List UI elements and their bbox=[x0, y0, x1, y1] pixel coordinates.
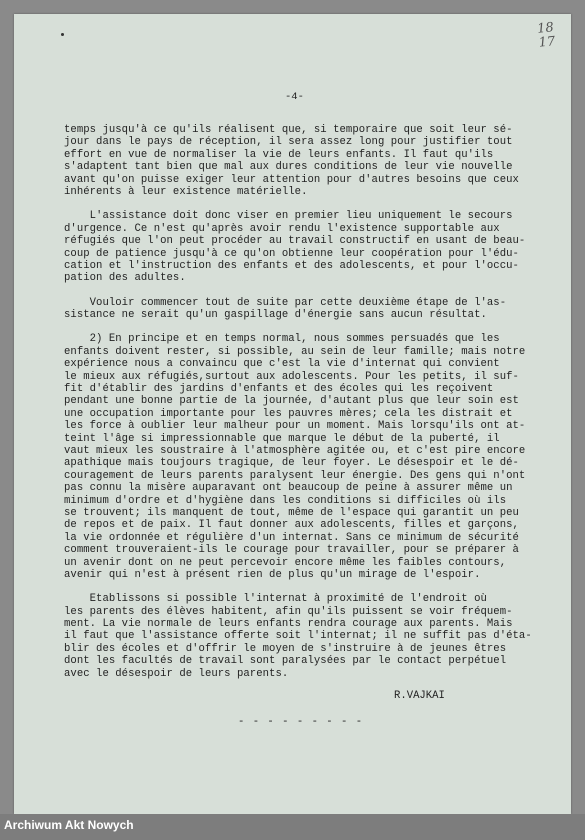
text-line: effort en vue de normaliser la vie de leurs enfants. Il faut qu'ils bbox=[64, 148, 494, 161]
text-line: s'adaptent tant bien que mal aux dures conditions de leur vie nouvelle bbox=[64, 161, 513, 174]
stray-ink-mark bbox=[61, 33, 64, 36]
text-line: avant qu'on puisse exiger leur attention pour d'autres besoins que ceux bbox=[64, 173, 519, 186]
document-body bbox=[64, 124, 554, 692]
text-line: Vouloir commencer tout de suite par cette deuxième étape de l'as- bbox=[64, 296, 507, 309]
text-line: il faut que l'assistance offerte soit l'internat; il ne suffit pas d'éta- bbox=[64, 630, 532, 643]
paragraph bbox=[64, 593, 554, 680]
text-line: la vie ordonnée et régulière d'un internat. Sans ce minimum de sécurité bbox=[64, 531, 519, 544]
paragraph bbox=[64, 124, 554, 198]
text-line: fit d'établir des jardins d'enfants et des écoles qui les reçoivent bbox=[64, 383, 494, 396]
text-line: les parents des élèves habitent, afin qu'ils puissent se voir fréquem- bbox=[64, 605, 513, 618]
text-line: comment trouveraient-ils le courage pour travailler, pour se préparer à bbox=[64, 544, 519, 557]
text-line: les force à oublier leur malheur pour un moment. Mais lorsqu'ils ont at- bbox=[64, 420, 526, 433]
closing-separator: - - - - - - - - - bbox=[238, 716, 364, 728]
text-line: réfugiés que l'on peut procéder au travail constructif en usant de beau- bbox=[64, 235, 526, 248]
page-number: -4- bbox=[285, 91, 304, 103]
signature: R.VAJKAI bbox=[394, 690, 445, 702]
text-line: coup de patience jusqu'à ce qu'on obtienne leur coopération pour l'édu- bbox=[64, 247, 519, 260]
text-line: apathique mais toujours tragique, de leur foyer. Le désespoir et le dé- bbox=[64, 457, 519, 470]
text-line: temps jusqu'à ce qu'ils réalisent que, si temporaire que soit leur sé- bbox=[64, 124, 513, 136]
archive-watermark-label: Archiwum Akt Nowych bbox=[4, 818, 134, 832]
text-line: de repos et de paix. Il faut donner aux adolescents, filles et garçons, bbox=[64, 519, 519, 532]
text-line: ment. La vie normale de leurs enfants rendra courage aux parents. Mais bbox=[64, 618, 513, 631]
paragraph bbox=[64, 333, 554, 581]
text-line: le mieux aux réfugiés,surtout aux adolescents. Pour les petits, il suf- bbox=[64, 370, 519, 383]
text-line: blir des écoles et d'offrir le moyen de s'instruire à de jeunes êtres bbox=[64, 642, 507, 655]
folio-number-old: 18 bbox=[536, 20, 555, 37]
text-line: teint l'âge si impressionnable que marque le début de la puberté, il bbox=[64, 432, 500, 445]
text-line: enfants doivent rester, si possible, au sein de leur famille; mais notre bbox=[64, 345, 526, 358]
text-line: avec le désespoir de leurs parents. bbox=[64, 667, 289, 680]
text-line: L'assistance doit donc viser en premier lieu uniquement le secours bbox=[64, 210, 513, 223]
folio-number-new: 17 bbox=[537, 34, 556, 51]
text-line: pation des adultes. bbox=[64, 272, 186, 285]
paragraph bbox=[64, 210, 554, 284]
text-line: une occupation importante pour les pauvres mères; cela les distrait et bbox=[64, 407, 513, 420]
handwritten-folio-number bbox=[537, 21, 556, 51]
text-line: vaut mieux les soustraire à l'atmosphère agitée ou, et c'est pire encore bbox=[64, 444, 526, 457]
paragraph bbox=[64, 297, 554, 322]
text-line: 2) En principe et en temps normal, nous sommes persuadés que les bbox=[64, 333, 500, 346]
text-line: cation et l'instruction des enfants et des adolescents, et pour l'occu- bbox=[64, 259, 519, 272]
text-line: minimum d'ordre et d'hygiène dans les conditions si difficiles où ils bbox=[64, 494, 507, 507]
text-line: se trouvent; ils manquent de tout, même de l'espace qui garantit un peu bbox=[64, 506, 519, 519]
text-line: sistance ne serait qu'un gaspillage d'énergie sans aucun résultat. bbox=[64, 309, 487, 322]
text-line: un avenir dont on ne peut percevoir encore même les faibles contours, bbox=[64, 556, 507, 569]
text-line: pas connu la misère auparavant ont beaucoup de peine à assurer même un bbox=[64, 482, 513, 495]
text-line: couragement de leurs parents paralysent leur énergie. Des gens qui n'ont bbox=[64, 469, 526, 482]
text-line: inhérents à leur existence matérielle. bbox=[64, 185, 308, 198]
text-line: Etablissons si possible l'internat à proximité de l'endroit où bbox=[64, 593, 487, 606]
text-line: dont les facultés de travail sont paralysées par le contact perpétuel bbox=[64, 655, 507, 668]
text-line: expérience nous a convaincu que c'est la vie d'internat qui convient bbox=[64, 358, 500, 371]
text-line: jour dans le pays de réception, il sera assez long pour justifier tout bbox=[64, 136, 513, 149]
text-line: d'urgence. Ce n'est qu'après avoir rendu l'existence supportable aux bbox=[64, 222, 500, 235]
text-line: pendant une bonne partie de la journée, d'autant plus que leur soin est bbox=[64, 395, 519, 408]
text-line: avenir qui n'est à présent rien de plus qu'un mirage de l'espoir. bbox=[64, 568, 481, 581]
